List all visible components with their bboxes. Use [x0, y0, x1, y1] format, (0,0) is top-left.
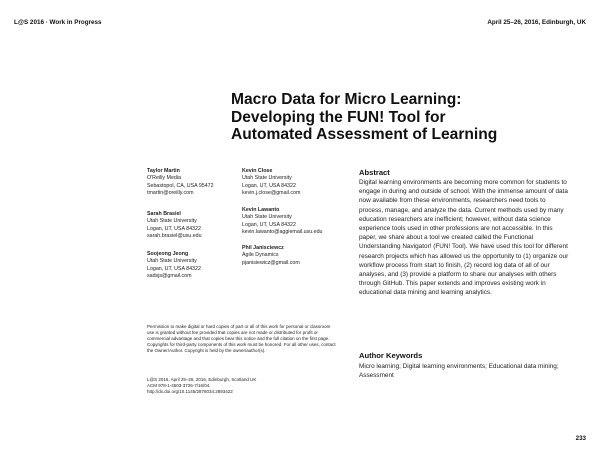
author-block [147, 168, 214, 198]
author-location: Sebastopol, CA, USA 95472 [147, 182, 214, 189]
title-line: Macro Data for Micro Learning: [231, 91, 462, 108]
author-location: Logan, UT, USA 84322 [242, 221, 296, 228]
author-name: Taylor Martin [147, 168, 180, 174]
author-affiliation: Agile Dynamics [242, 252, 279, 259]
author-block [242, 207, 322, 237]
keywords-text: Micro learning; Digital learning environments; Educational data mining; Assessment [359, 363, 559, 380]
conference-info [147, 377, 337, 395]
author-name: Kevin Close [242, 168, 273, 174]
author-block [147, 211, 202, 241]
conference-line: L@S 2016, April 25–26, 2016, Edinburgh, Scotland UK [147, 377, 257, 382]
author-name: Soojeong Jeong [147, 251, 189, 257]
author-affiliation: Utah State University [242, 214, 292, 221]
author-name: Phil Janisciewcz [242, 245, 284, 251]
permission-notice: Permission to make digital or hard copies of part or all of this work for personal or classroom use is granted without fee provided that copies are not made or distributed for profit or commercial advantage and that copies bear this notice and the full citation on the first page. Copyrights for third-party components of this work must be honored. For all other uses, contact the Owner/Author. Copyright is held by the owner/author(s). [147, 324, 336, 353]
author-location: Logan, UT, USA 84322 [242, 182, 296, 189]
running-header-right: April 25–26, 2016, Edinburgh, UK [487, 19, 586, 26]
author-affiliation: Utah State University [242, 175, 292, 182]
abstract-text: Digital learning environments are becoming more common for students to engage in during and outside of school. With the immense amount of data now available from these environments, researchers need tools to process, manage, and analyze the data. Current methods used by many education researchers are inefficient; however, without data science experience tools used in other professions are not accessible. In this paper, we share about a tool we created called the Functional Understanding Navigator! (FUN! Tool). We have used this tool for different research projects which has allowed us the opportunity to (1) organize our workflow process from start to finish, (2) record log data of all of our analyses, and (3) provide a platform to share our analyses with others through GitHub. This paper extends and improves existing work in educational data mining and learning analytics. [359, 179, 569, 297]
author-affiliation: O'Reilly Media [147, 175, 181, 182]
author-email: kevin.j.close@gmail.com [242, 190, 301, 197]
author-block [242, 245, 300, 267]
title-line: Automated Assessment of Learning [231, 126, 498, 143]
author-block [147, 251, 201, 281]
author-affiliation: Utah State University [147, 258, 197, 265]
author-affiliation: Utah State University [147, 218, 197, 225]
author-name: Kevin Lawanto [242, 207, 280, 213]
conference-isbn: ACM 978-1-4503-3726-7/16/04. [147, 382, 211, 388]
author-location: Logan, UT, USA 84322 [147, 265, 201, 272]
author-block [242, 168, 300, 198]
author-name: Sarah Brasiel [147, 211, 181, 217]
author-email: pjanisiewicz@gmail.com [242, 259, 300, 266]
author-email: sarah.brasiel@usu.edu [147, 233, 202, 240]
running-header-left: L@S 2016 · Work in Progress [14, 19, 102, 26]
author-email: kevin.lawanto@aggiemail.usu.edu [242, 229, 323, 236]
keywords-heading: Author Keywords [359, 351, 423, 360]
abstract-heading: Abstract [359, 168, 390, 177]
author-email: sadsjs@gmail.com [147, 273, 192, 280]
title-line: Developing the FUN! Tool for [231, 108, 446, 126]
author-location: Logan, UT, USA 84322 [147, 225, 201, 232]
paper-title [231, 91, 561, 144]
doi-link[interactable]: http://dx.doi.org/10.1145/2876034.2893422 [147, 388, 233, 394]
page-number: 233 [575, 435, 586, 442]
author-email: tmartin@oreilly.com [147, 190, 194, 197]
